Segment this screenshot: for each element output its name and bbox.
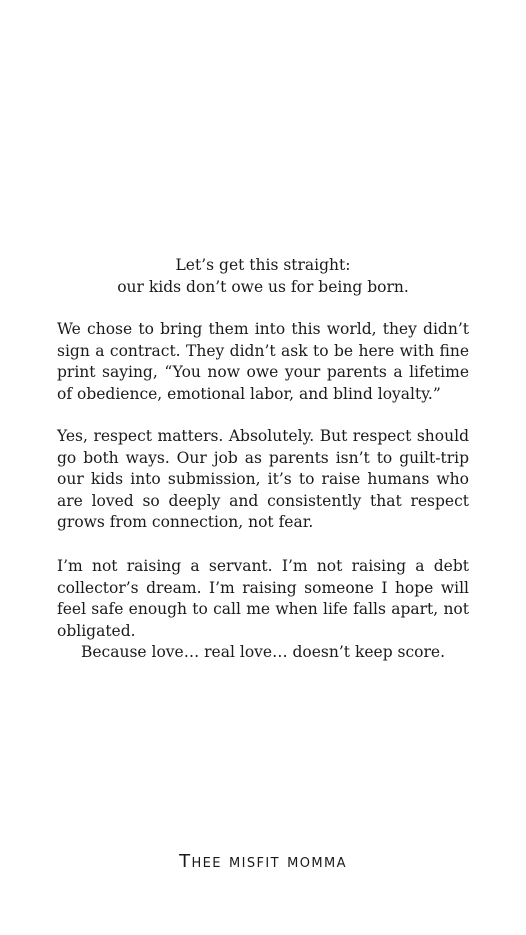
paragraph-3: I’m not raising a servant. I’m not raising a debt collector’s dream. I’m raising someone I hope will feel safe enough to call me when life falls apart, not obligated.: [57, 557, 469, 640]
closing-line: Because love… real love… doesn’t keep score.: [80, 643, 446, 661]
intro-block: [57, 255, 469, 298]
brand-signature: Thee misfit momma: [179, 851, 347, 872]
paragraph-2: Yes, respect matters. Absolutely. But respect should go both ways. Our job as parents isn’t to guilt-trip our kids into submission, it’s to raise humans who are loved so deeply and consistently that respect grows from connection, not fear.: [57, 427, 469, 531]
intro-line-1: Let’s get this straight:: [175, 256, 351, 274]
intro-line-2: our kids don’t owe us for being born.: [117, 277, 409, 296]
paragraph-1: We chose to bring them into this world, they didn’t sign a contract. They didn’t ask to be here with fine print saying, “You now owe your parents a lifetime of obedience, emotional labor, and blind loyalty.”: [57, 320, 469, 403]
